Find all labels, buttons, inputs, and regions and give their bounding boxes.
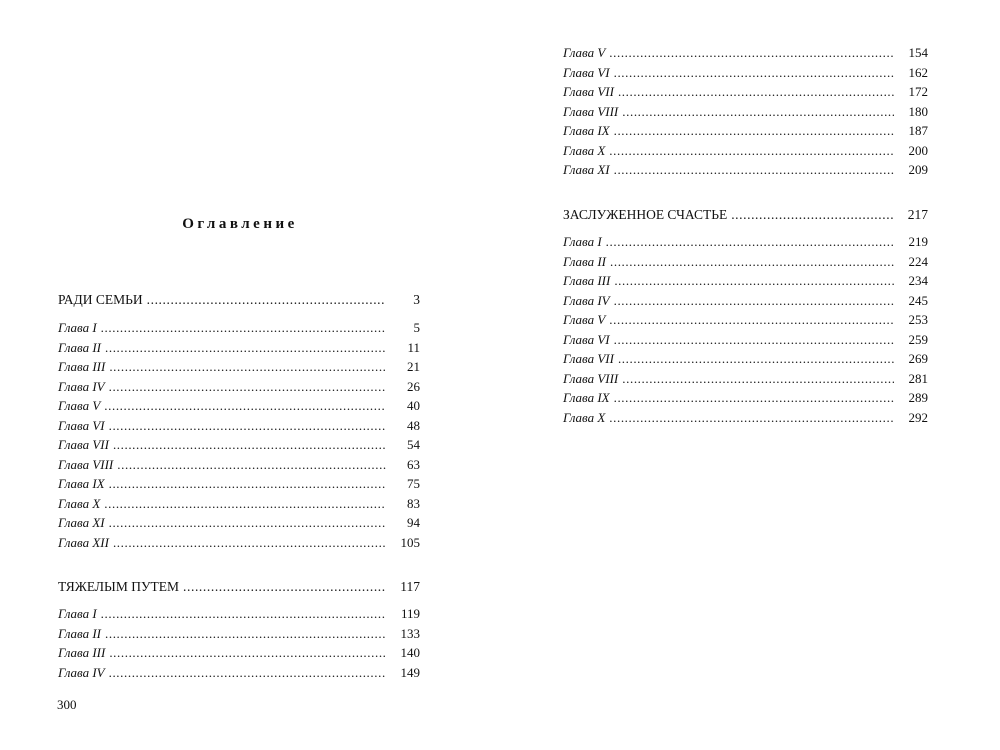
chapter-label: Глава I <box>563 234 602 249</box>
dot-leader <box>104 396 386 416</box>
page-number: 94 <box>407 515 420 530</box>
chapter-label: Глава IV <box>58 378 105 394</box>
toc-chapter-entry[interactable] <box>563 388 928 408</box>
toc-chapter-entry[interactable] <box>563 43 928 63</box>
dot-leader <box>609 141 894 161</box>
page-number: 219 <box>908 234 928 249</box>
page-number: 133 <box>400 625 420 641</box>
part-ради-семьи <box>58 290 420 310</box>
toc-chapter-entry[interactable] <box>58 513 420 533</box>
dot-leader <box>109 377 386 397</box>
page-number: 26 <box>407 378 420 394</box>
toc-chapter-entry[interactable] <box>58 357 420 377</box>
page-number: 200 <box>908 142 928 158</box>
toc-chapter-entry[interactable] <box>563 232 928 252</box>
dot-leader <box>618 82 894 102</box>
dot-leader <box>731 205 894 225</box>
page-number: 11 <box>407 339 420 355</box>
dot-leader <box>109 416 386 436</box>
page-number: 105 <box>400 534 420 550</box>
page-number: 187 <box>908 123 928 138</box>
part1-chapter-list <box>58 318 420 552</box>
chapter-label: Глава VII <box>563 351 614 366</box>
page-number: 269 <box>908 351 928 366</box>
toc-chapter-entry[interactable] <box>58 624 420 644</box>
chapter-label: Глава VI <box>563 331 610 347</box>
page-number: 117 <box>400 579 420 594</box>
chapter-label: Глава X <box>58 495 101 511</box>
toc-chapter-entry[interactable] <box>58 396 420 416</box>
part3-chapter-list <box>563 232 928 427</box>
dot-leader <box>614 121 894 141</box>
page-number: 48 <box>407 417 420 433</box>
chapter-label: Глава IX <box>563 123 610 138</box>
dot-leader <box>622 102 894 122</box>
dot-leader <box>609 408 894 428</box>
toc-chapter-entry[interactable] <box>58 474 420 494</box>
part2-chapter-list <box>58 604 420 682</box>
dot-leader <box>101 318 386 338</box>
toc-chapter-entry[interactable] <box>563 271 928 291</box>
chapter-label: Глава XII <box>58 534 109 550</box>
chapter-label: Глава III <box>58 359 106 374</box>
chapter-label: Глава I <box>58 320 97 335</box>
chapter-label: Глава I <box>58 606 97 621</box>
toc-chapter-entry[interactable] <box>563 408 928 428</box>
dot-leader <box>109 513 386 533</box>
dot-leader <box>614 271 894 291</box>
toc-chapter-entry[interactable] <box>58 416 420 436</box>
toc-chapter-entry[interactable] <box>58 435 420 455</box>
dot-leader <box>109 474 386 494</box>
toc-chapter-entry[interactable] <box>58 455 420 475</box>
page-number: 63 <box>407 456 420 472</box>
dot-leader <box>104 494 386 514</box>
toc-chapter-entry[interactable] <box>563 121 928 141</box>
toc-chapter-entry[interactable] <box>58 663 420 683</box>
chapter-label: Глава X <box>563 409 606 425</box>
dot-leader <box>109 643 386 663</box>
chapter-label: Глава III <box>563 273 611 288</box>
chapter-label: Глава IV <box>563 292 610 308</box>
dot-leader <box>109 663 386 683</box>
chapter-label: Глава IX <box>563 390 610 405</box>
page-number: 253 <box>908 312 928 327</box>
page-number: 289 <box>908 390 928 405</box>
part-title: ЗАСЛУЖЕННОЕ СЧАСТЬЕ <box>563 207 728 222</box>
toc-part-entry[interactable] <box>563 205 928 225</box>
toc-chapter-entry[interactable] <box>563 82 928 102</box>
dot-leader <box>105 624 386 644</box>
page-number: 54 <box>407 437 420 452</box>
page-number: 217 <box>907 207 928 222</box>
page-number: 119 <box>400 606 420 621</box>
dot-leader <box>610 252 894 272</box>
dot-leader <box>109 357 386 377</box>
toc-chapter-entry[interactable] <box>563 102 928 122</box>
dot-leader <box>614 63 894 83</box>
page-number: 245 <box>908 292 928 308</box>
page-number: 224 <box>908 253 928 269</box>
page-number: 75 <box>407 476 420 491</box>
dot-leader <box>183 577 386 597</box>
toc-heading: Оглавление <box>182 216 298 232</box>
dot-leader <box>609 310 894 330</box>
page-number: 40 <box>407 398 420 413</box>
page-number: 154 <box>908 45 928 60</box>
part-title: РАДИ СЕМЬИ <box>58 292 143 307</box>
page-number: 234 <box>908 273 928 288</box>
chapter-label: Глава IX <box>58 476 105 491</box>
dot-leader <box>622 369 894 389</box>
page-number: 281 <box>908 370 928 386</box>
dot-leader <box>113 533 386 553</box>
chapter-label: Глава VII <box>563 84 614 99</box>
page-number: 259 <box>908 331 928 347</box>
toc-chapter-entry[interactable] <box>563 291 928 311</box>
page-number: 209 <box>908 162 928 177</box>
toc-chapter-entry[interactable] <box>563 160 928 180</box>
chapter-label: Глава III <box>58 645 106 660</box>
toc-part-entry[interactable] <box>58 290 420 310</box>
page-number: 3 <box>413 292 420 307</box>
dot-leader <box>614 291 894 311</box>
chapter-label: Глава VIII <box>58 456 114 472</box>
page-folio-number: 300 <box>57 697 77 712</box>
toc-chapter-entry[interactable] <box>58 533 420 553</box>
toc-chapter-entry[interactable] <box>563 252 928 272</box>
dot-leader <box>147 290 386 310</box>
chapter-label: Глава II <box>58 339 101 355</box>
chapter-label: Глава II <box>563 253 606 269</box>
page-number: 149 <box>400 664 420 680</box>
dot-leader <box>614 160 894 180</box>
page-number: 180 <box>908 103 928 119</box>
toc-chapter-entry[interactable] <box>563 369 928 389</box>
dot-leader <box>614 388 894 408</box>
toc-chapter-entry[interactable] <box>58 318 420 338</box>
part2-continued-chapter-list <box>563 43 928 180</box>
dot-leader <box>606 232 894 252</box>
page-number: 172 <box>908 84 928 99</box>
page-number: 83 <box>407 495 420 511</box>
chapter-label: Глава VI <box>58 417 105 433</box>
chapter-label: Глава V <box>563 45 606 60</box>
toc-chapter-entry[interactable] <box>563 349 928 369</box>
dot-leader <box>618 349 894 369</box>
toc-chapter-entry[interactable] <box>58 338 420 358</box>
chapter-label: Глава V <box>58 398 101 413</box>
page-number: 5 <box>413 320 420 335</box>
toc-chapter-entry[interactable] <box>58 494 420 514</box>
chapter-label: Глава VI <box>563 64 610 80</box>
page-number: 292 <box>908 409 928 425</box>
toc-part-entry[interactable] <box>58 577 420 597</box>
chapter-label: Глава VII <box>58 437 109 452</box>
toc-chapter-entry[interactable] <box>563 330 928 350</box>
chapter-label: Глава II <box>58 625 101 641</box>
toc-chapter-entry[interactable] <box>58 604 420 624</box>
page-number: 21 <box>407 359 420 374</box>
dot-leader <box>105 338 386 358</box>
dot-leader <box>609 43 894 63</box>
toc-chapter-entry[interactable] <box>563 141 928 161</box>
toc-chapter-entry[interactable] <box>563 310 928 330</box>
chapter-label: Глава VIII <box>563 103 619 119</box>
dot-leader <box>101 604 386 624</box>
toc-chapter-entry[interactable] <box>58 643 420 663</box>
toc-chapter-entry[interactable] <box>58 377 420 397</box>
page-number: 140 <box>400 645 420 660</box>
part-тяжелым-путем <box>58 577 420 597</box>
dot-leader <box>117 455 386 475</box>
toc-chapter-entry[interactable] <box>563 63 928 83</box>
part-title: ТЯЖЕЛЫМ ПУТЕМ <box>58 579 180 594</box>
part-заслуженное-счастье <box>563 205 928 225</box>
chapter-label: Глава X <box>563 142 606 158</box>
chapter-label: Глава XI <box>563 162 610 177</box>
dot-leader <box>113 435 386 455</box>
chapter-label: Глава IV <box>58 664 105 680</box>
dot-leader <box>614 330 894 350</box>
chapter-label: Глава VIII <box>563 370 619 386</box>
chapter-label: Глава V <box>563 312 606 327</box>
chapter-label: Глава XI <box>58 515 105 530</box>
page-number: 162 <box>908 64 928 80</box>
